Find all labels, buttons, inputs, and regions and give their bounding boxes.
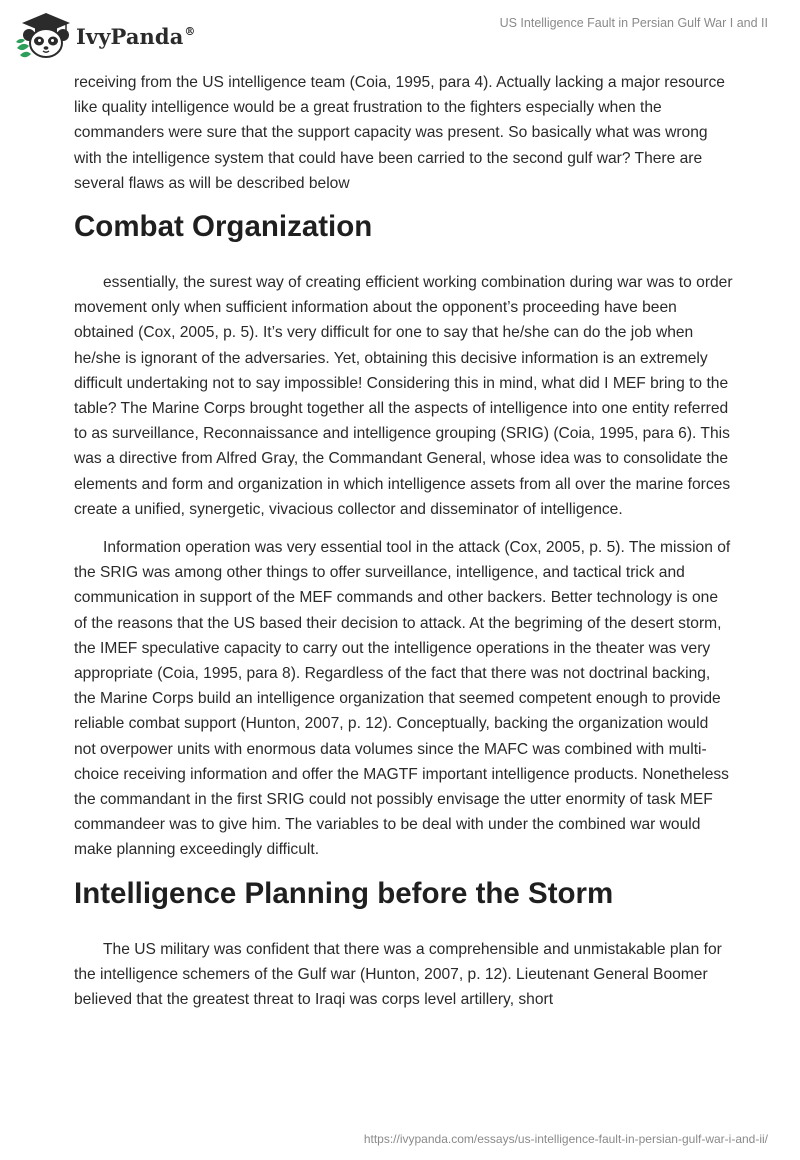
source-url[interactable]: https://ivypanda.com/essays/us-intelligence-fault-in-persian-gulf-war-i-and-ii/ <box>363 1132 768 1146</box>
intro-paragraph: receiving from the US intelligence team (Coia, 1995, para 4). Actually lacking a major resource like quality intelligence would be a great frustration to the fighters especially when the commanders were sure that the support capacity was present. So basically what was wrong with the intelligence system that could have been carried to the second gulf war? There are several flaws as will be described below <box>74 74 725 192</box>
paragraph: The US military was confident that there was a comprehensible and unmistakable plan for the intelligence schemers of the Gulf war (Hunton, 2007, p. 12). Lieutenant General Boomer believed that the greatest threat to Iraqi was corps level artillery, short <box>74 940 722 1009</box>
section-heading-intelligence-planning: Intelligence Planning before the Storm <box>74 876 614 910</box>
brand-name <box>76 24 196 49</box>
paragraph: essentially, the surest way of creating efficient working combination during war was to order movement only when sufficient information about the opponent’s proceeding have been obtained (Cox, 2005, p. 5). It’s very difficult for one to say that he/she can do the job when he/she is ignorant of the adversaries. Yet, obtaining this decisive information is an extremely difficult undertaking not to say impossible! Considering this in mind, what did I MEF bring to the table? The Marine Corps brought together all the aspects of intelligence into one entity referred to as surveillance, Reconnaissance and intelligence grouping (SRIG) (Coia, 1995, para 6). This was a directive from Alfred Gray, the Commandant General, whose idea was to consolidate the elements and form and organization in which intelligence assets from all over the marine forces create a unified, synergetic, vivacious collector and disseminator of intelligence. <box>74 274 733 518</box>
essay-content <box>74 70 734 1025</box>
ivypanda-logo[interactable] <box>14 8 196 60</box>
section-heading-combat-organization: Combat Organization <box>74 210 373 244</box>
panda-graduate-icon <box>14 8 72 60</box>
page-header <box>0 0 800 70</box>
paragraph: Information operation was very essential tool in the attack (Cox, 2005, p. 5). The mission of the SRIG was among other things to offer surveillance, intelligence, and tactical trick and communication in support of the MEF commands and other backers. Better technology is one of the reasons that the US based their decision to attack. At the begriming of the desert storm, the IMEF speculative capacity to carry out the intelligence operations in the theater was very appropriate (Coia, 1995, para 8). Regardless of the fact that there was not doctrinal backing, the Marine Corps build an intelligence organization that seemed competent enough to provide reliable combat support (Hunton, 2007, p. 12). Conceptually, backing the organization would not overpower units with enormous data volumes since the MAFC was combined with multi-choice receiving information and offer the MAGTF important intelligence products. Nonetheless the commandant in the first SRIG could not possibly envisage the utter enormity of task MEF commandeer was to give him. The variables to be deal with under the combined war would make planning exceedingly difficult. <box>74 539 731 859</box>
registered-mark: ® <box>184 24 196 38</box>
brand-text: IvyPanda <box>76 23 184 49</box>
document-title: US Intelligence Fault in Persian Gulf War I and II <box>499 16 768 30</box>
